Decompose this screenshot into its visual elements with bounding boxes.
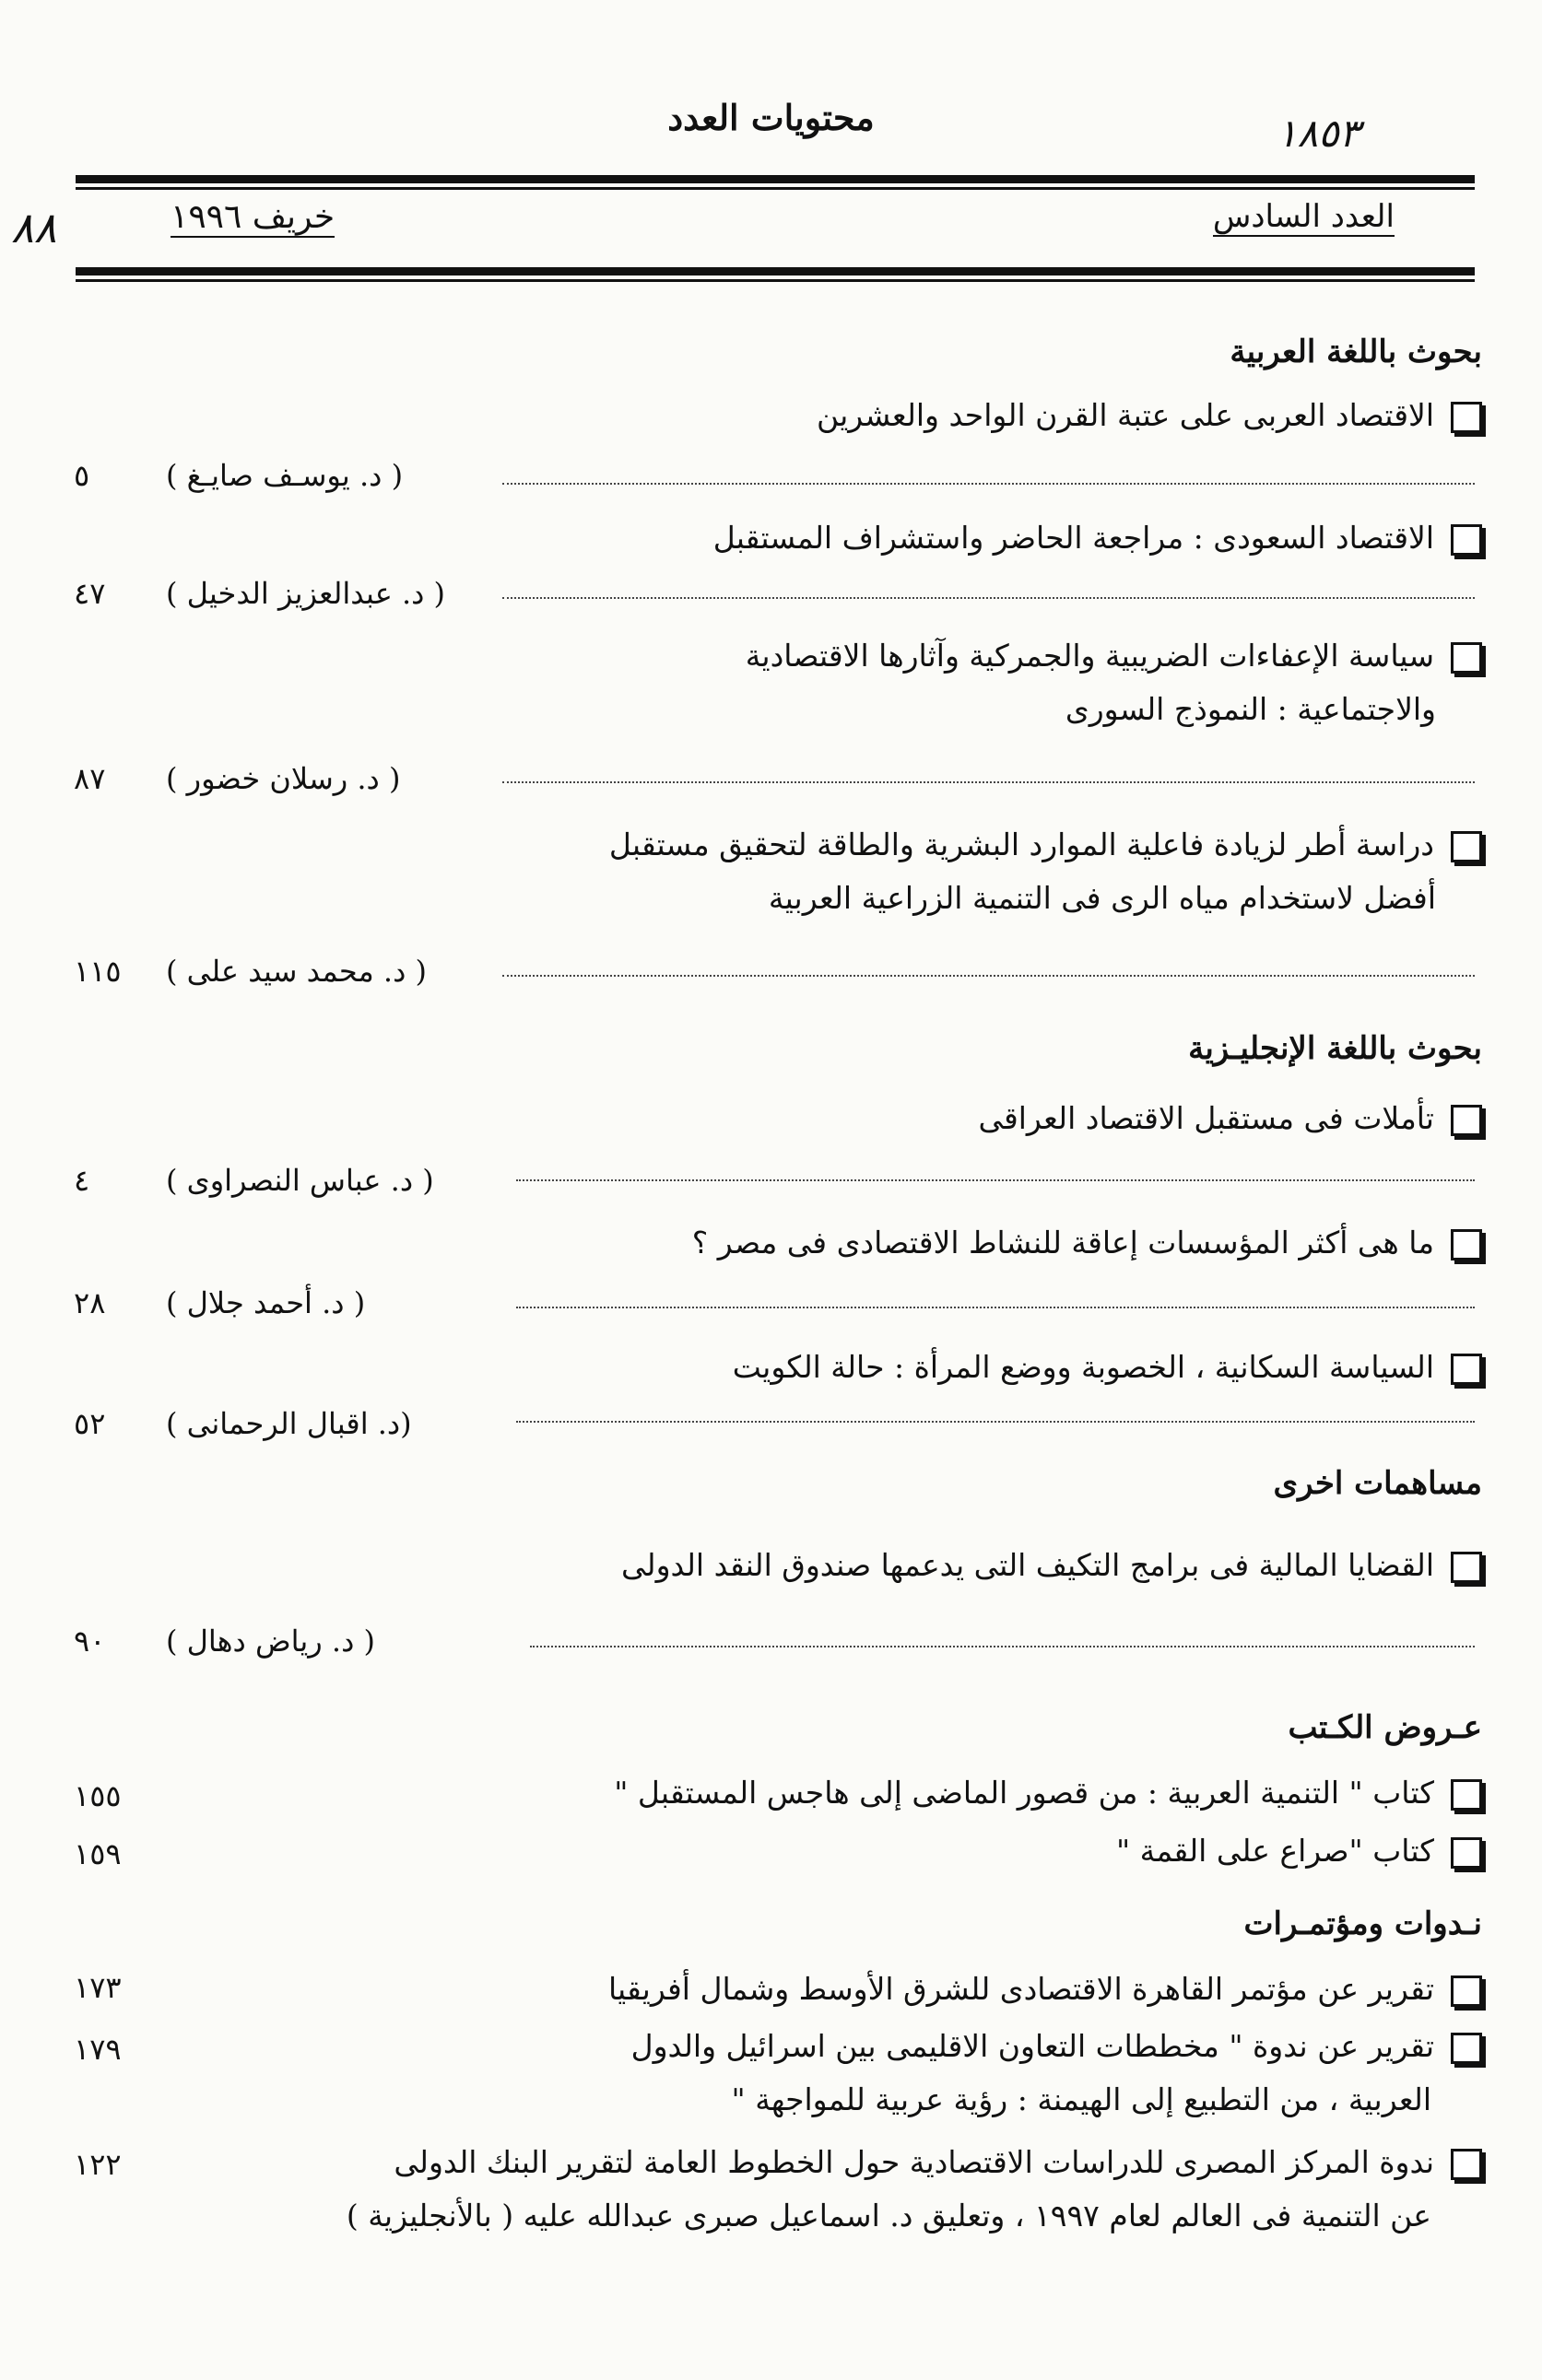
toc-entry-7[interactable]: السياسة السكانية ، الخصوبة ووضع المرأة : حالة الكويت — [247, 1341, 1482, 1394]
dot-leader — [516, 1307, 1475, 1308]
toc-entry-12[interactable]: تقرير عن ندوة " مخططات التعاون الاقليمى بين اسرائيل والدول العربية ، من التطبيع إلى الهيمنة : رؤية عربية للمواجهة " — [247, 2020, 1482, 2127]
toc-entry-6[interactable]: ما هى أكثر المؤسسات إعاقة للنشاط الاقتصادى فى مصر ؟ — [247, 1216, 1482, 1270]
section-book-reviews: عـروض الكـتب — [1288, 1709, 1482, 1746]
header-rule-bottom — [76, 267, 1475, 276]
page-number: ٥ — [74, 458, 90, 493]
issue-number: العدد السادس — [1212, 198, 1395, 235]
page-number: ٥٢ — [74, 1406, 106, 1441]
checkbox-icon — [1451, 1976, 1482, 2007]
checkbox-icon — [1451, 1552, 1482, 1583]
author: ( د. عباس النصراوى ) — [166, 1163, 434, 1198]
header-rule-bottom-thin — [76, 279, 1475, 282]
checkbox-icon — [1451, 1105, 1482, 1136]
author: ( د. يوسـف صايـغ ) — [166, 458, 404, 493]
page-number: ٤٧ — [74, 576, 106, 611]
section-other-contributions: مساهمات اخرى — [1273, 1465, 1482, 1502]
checkbox-icon — [1451, 402, 1482, 433]
dot-leader — [516, 1421, 1475, 1423]
dot-leader — [502, 781, 1475, 783]
toc-entry-4[interactable]: دراسة أطر لزيادة فاعلية الموارد البشرية والطاقة لتحقيق مستقبل أفضل لاستخدام مياه الرى فى التنمية الزراعية العربية — [247, 818, 1482, 925]
section-arabic-research: بحوث باللغة العربية — [1230, 334, 1482, 370]
page-title: محتويات العدد — [667, 97, 875, 138]
toc-entry-3[interactable]: سياسة الإعفاءات الضريبية والجمركية وآثارها الاقتصادية والاجتماعية : النموذج السورى — [247, 629, 1482, 736]
author: ( د. محمد سيد على ) — [166, 954, 427, 989]
header-rule-top — [76, 175, 1475, 183]
toc-entry-1[interactable]: الاقتصاد العربى على عتبة القرن الواحد والعشرين — [247, 389, 1482, 442]
author: (د. اقبال الرحمانى ) — [166, 1406, 412, 1441]
page-number: ٨٧ — [74, 761, 106, 796]
page-number: ١٢٢ — [74, 2147, 122, 2182]
section-english-research: بحوث باللغة الإنجليـزية — [1188, 1030, 1482, 1067]
toc-entry-10[interactable]: كتاب "صراع على القمة " — [247, 1824, 1482, 1878]
page-number: ١٧٣ — [74, 1970, 122, 2005]
toc-entry-9[interactable]: كتاب " التنمية العربية : من قصور الماضى إلى هاجس المستقبل " — [247, 1766, 1482, 1820]
author: ( د. أحمد جلال ) — [166, 1285, 366, 1320]
checkbox-icon — [1451, 524, 1482, 556]
page-number: ١٥٥ — [74, 1778, 122, 1813]
author: ( د. رياض دهال ) — [166, 1624, 375, 1659]
page-number: ٩٠ — [74, 1624, 106, 1659]
page-number: ١١٥ — [74, 954, 122, 989]
dot-leader — [502, 597, 1475, 599]
toc-entry-8[interactable]: القضايا المالية فى برامج التكيف التى يدعمها صندوق النقد الدولى — [247, 1539, 1482, 1592]
toc-entry-2[interactable]: الاقتصاد السعودى : مراجعة الحاضر واستشراف المستقبل — [247, 511, 1482, 565]
toc-entry-5[interactable]: تأملات فى مستقبل الاقتصاد العراقى — [247, 1092, 1482, 1145]
checkbox-icon — [1451, 1229, 1482, 1260]
page-number: ١٧٩ — [74, 2032, 122, 2067]
author: ( د. عبدالعزيز الدخيل ) — [166, 576, 446, 611]
dot-leader — [502, 975, 1475, 977]
page-number: ٢٨ — [74, 1285, 106, 1320]
handwritten-number: ١٨٥٣ — [1277, 111, 1360, 156]
page-number: ١٥٩ — [74, 1836, 122, 1871]
checkbox-icon — [1451, 1779, 1482, 1811]
checkbox-icon — [1451, 2033, 1482, 2064]
checkbox-icon — [1451, 2149, 1482, 2180]
author: ( د. رسلان خضور ) — [166, 761, 401, 796]
header-rule-top-thin — [76, 187, 1475, 190]
issue-season: خريف ١٩٩٦ — [171, 198, 335, 236]
checkbox-icon — [1451, 1354, 1482, 1385]
checkbox-icon — [1451, 831, 1482, 862]
section-conferences: نـدوات ومؤتمـرات — [1243, 1905, 1482, 1942]
page-number: ٤ — [74, 1163, 90, 1198]
checkbox-icon — [1451, 1837, 1482, 1869]
dot-leader — [502, 483, 1475, 485]
toc-entry-13[interactable]: ندوة المركز المصرى للدراسات الاقتصادية حول الخطوط العامة لتقرير البنك الدولى عن التنمية فى العالم لعام ١٩٩٧ ، وتعليق د. اسماعيل صبرى عبدالله عليه ( بالأنجليزية ) — [247, 2136, 1482, 2243]
side-mark: ٨٨ — [11, 203, 57, 252]
dot-leader — [516, 1179, 1475, 1181]
checkbox-icon — [1451, 642, 1482, 674]
dot-leader — [530, 1646, 1475, 1647]
toc-entry-11[interactable]: تقرير عن مؤتمر القاهرة الاقتصادى للشرق الأوسط وشمال أفريقيا — [247, 1963, 1482, 2016]
